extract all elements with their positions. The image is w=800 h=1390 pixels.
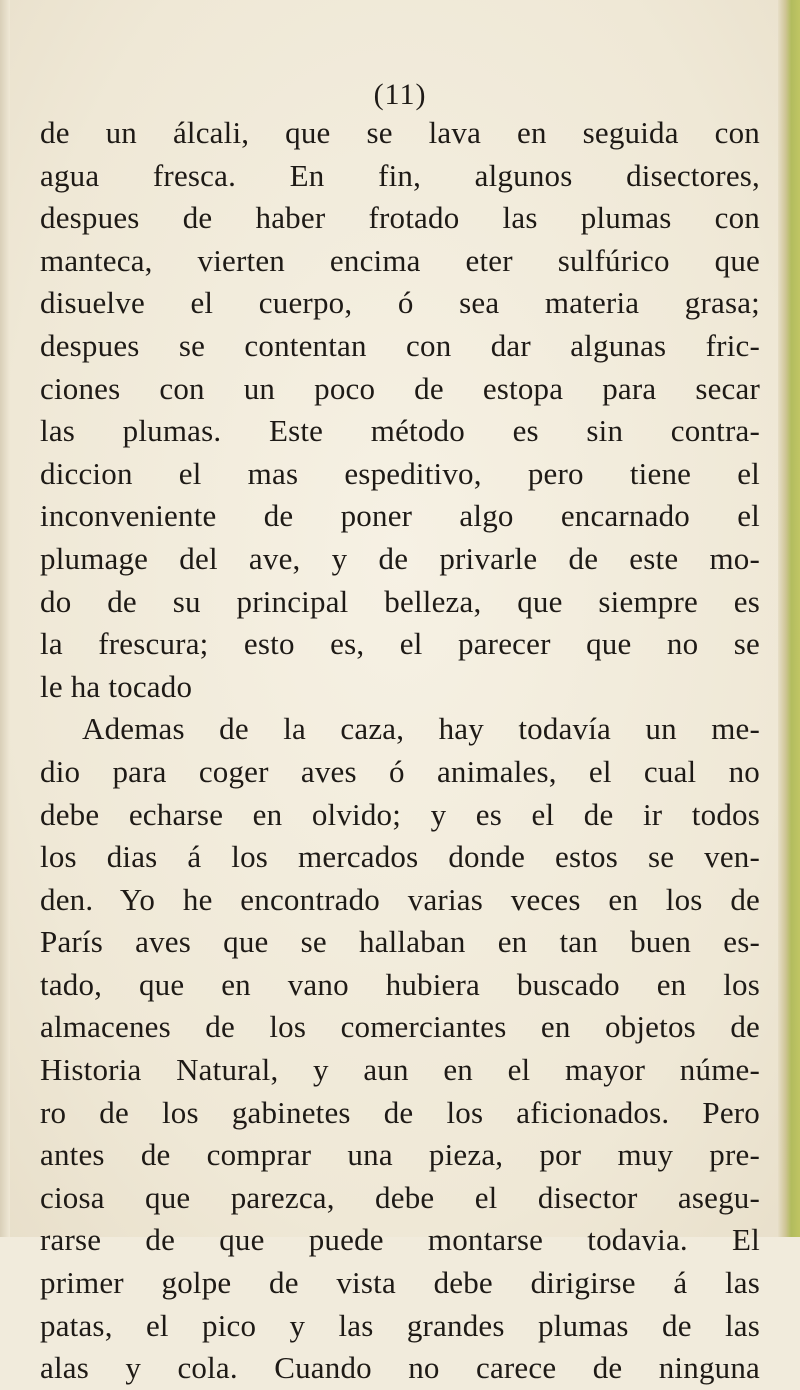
text-line: ciones con un poco de estopa para secar <box>40 370 760 406</box>
text-line: antes de comprar una pieza, por muy pre- <box>40 1137 760 1173</box>
text-line: las plumas. Este método es sin contra- <box>40 413 760 449</box>
page-right-edge <box>778 0 800 1237</box>
text-line: le ha tocado <box>40 668 193 704</box>
text-line: do de su principal belleza, que siempre es <box>40 583 760 619</box>
body-text <box>40 112 760 1390</box>
page-left-edge <box>0 0 10 1237</box>
text-line: manteca, vierten encima eter sulfúrico que <box>40 242 760 278</box>
text-line: tado, que en vano hubiera buscado en los <box>40 966 760 1002</box>
text-line: alas y cola. Cuando no carece de ninguna <box>40 1350 760 1386</box>
text-line: despues se contentan con dar algunas fric- <box>40 327 760 363</box>
text-line: ciosa que parezca, debe el disector asegu- <box>40 1179 760 1215</box>
text-line: rarse de que puede montarse todavia. El <box>40 1222 760 1258</box>
text-line: den. Yo he encontrado varias veces en los de <box>40 881 760 917</box>
text-line: Historia Natural, y aun en el mayor núme- <box>40 1052 760 1088</box>
text-line: París aves que se hallaban en tan buen es- <box>40 924 760 960</box>
paragraph-start-line: Ademas de la caza, hay todavía un me- <box>82 711 760 747</box>
text-line: debe echarse en olvido; y es el de ir todos <box>40 796 760 832</box>
text-line: de un álcali, que se lava en seguida con <box>40 115 760 150</box>
text-line: ro de los gabinetes de los aficionados. Pero <box>40 1094 760 1130</box>
text-line: disuelve el cuerpo, ó sea materia grasa; <box>40 285 760 321</box>
text-line: inconveniente de poner algo encarnado el <box>40 498 760 534</box>
page-number: (11) <box>373 78 427 111</box>
text-line: diccion el mas espeditivo, pero tiene el <box>40 455 760 491</box>
text-line: patas, el pico y las grandes plumas de las <box>40 1307 760 1343</box>
text-line: primer golpe de vista debe dirigirse á las <box>40 1265 760 1301</box>
text-line: dio para coger aves ó animales, el cual no <box>40 753 760 789</box>
text-line: agua fresca. En fin, algunos disectores, <box>40 157 760 193</box>
text-line: la frescura; esto es, el parecer que no se <box>40 626 760 662</box>
text-line: plumage del ave, y de privarle de este mo- <box>40 540 760 576</box>
text-line: almacenes de los comerciantes en objetos de <box>40 1009 760 1045</box>
text-line: despues de haber frotado las plumas con <box>40 200 760 236</box>
text-line: los dias á los mercados donde estos se ven- <box>40 839 760 875</box>
